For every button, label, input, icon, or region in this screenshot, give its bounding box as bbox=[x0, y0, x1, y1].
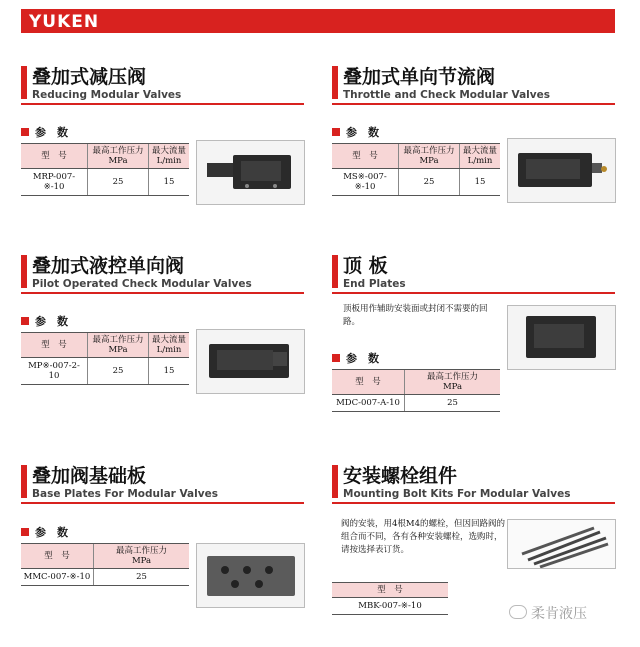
bolts-description: 阀的安装，用4根M4的螺栓，但因回路阀的组合而不同，各有各种安装螺栓，选购时，请按选择表订货。 bbox=[341, 519, 506, 555]
section-subtitle: Pilot Operated Check Modular Valves bbox=[32, 278, 252, 290]
square-icon bbox=[21, 128, 29, 136]
plate-image bbox=[197, 544, 304, 607]
col-header: 型 号 bbox=[21, 333, 88, 358]
spec-table bbox=[332, 143, 500, 196]
col-header: 最高工作压力 MPa bbox=[88, 144, 149, 169]
section-subtitle: End Plates bbox=[343, 278, 406, 290]
params-bolts bbox=[332, 582, 448, 615]
params-reducing bbox=[21, 108, 189, 196]
section-reducing bbox=[21, 66, 304, 105]
param-label: 参 数 bbox=[21, 524, 189, 540]
section-endplate bbox=[332, 255, 615, 294]
wechat-icon bbox=[509, 605, 527, 619]
valve-image bbox=[197, 330, 304, 393]
param-label: 参 数 bbox=[332, 350, 500, 366]
reducing-valve-photo bbox=[196, 140, 305, 205]
section-pilot bbox=[21, 255, 304, 294]
bolt-kit-photo bbox=[507, 519, 616, 569]
pilot-check-valve-photo bbox=[196, 329, 305, 394]
yuken-logo: YUKEN bbox=[29, 12, 100, 32]
section-rule bbox=[332, 103, 615, 105]
spec-table bbox=[21, 543, 189, 586]
square-icon bbox=[21, 317, 29, 325]
bolts-image bbox=[508, 520, 615, 568]
section-rule bbox=[332, 502, 615, 504]
col-header: 最大流量 L/min bbox=[149, 144, 190, 169]
cell-flow: 15 bbox=[460, 169, 501, 196]
col-header: 型 号 bbox=[332, 144, 399, 169]
section-subtitle: Base Plates For Modular Valves bbox=[32, 488, 218, 500]
col-header: 最高工作压力 MPa bbox=[88, 333, 149, 358]
params-throttle bbox=[332, 108, 500, 196]
brand-bar bbox=[21, 9, 615, 33]
section-subtitle: Reducing Modular Valves bbox=[32, 89, 182, 101]
cell-flow: 15 bbox=[149, 358, 190, 385]
cell-model: MS※-007-※-10 bbox=[332, 169, 399, 196]
cell-pressure: 25 bbox=[88, 358, 149, 385]
endplate-description: 顶板用作辅助安装面或封闭不需要的回路。 bbox=[343, 304, 488, 327]
col-header: 型 号 bbox=[332, 583, 448, 598]
section-title: 叠加阀基础板 bbox=[21, 465, 304, 487]
cell-model: MP※-007-2-10 bbox=[21, 358, 88, 385]
cell-flow: 15 bbox=[149, 169, 190, 196]
section-subtitle: Throttle and Check Modular Valves bbox=[343, 89, 550, 101]
cell-pressure: 25 bbox=[94, 569, 190, 586]
spec-table bbox=[21, 332, 189, 385]
col-header: 最大流量 L/min bbox=[460, 144, 501, 169]
cell-model: MDC-007-A-10 bbox=[332, 395, 405, 412]
cell-model: MBK-007-※-10 bbox=[332, 598, 448, 615]
spec-table bbox=[332, 369, 500, 412]
section-rule bbox=[21, 103, 304, 105]
section-title: 顶 板 bbox=[332, 255, 615, 277]
section-bolts bbox=[332, 465, 615, 504]
cell-pressure: 25 bbox=[88, 169, 149, 196]
section-title: 叠加式液控单向阀 bbox=[21, 255, 304, 277]
cell-pressure: 25 bbox=[405, 395, 501, 412]
square-icon bbox=[332, 128, 340, 136]
section-rule bbox=[332, 292, 615, 294]
base-plate-photo bbox=[196, 543, 305, 608]
cell-model: MRP-007-※-10 bbox=[21, 169, 88, 196]
plate-image bbox=[508, 306, 615, 369]
col-header: 型 号 bbox=[21, 544, 94, 569]
section-throttle bbox=[332, 66, 615, 105]
param-label: 参 数 bbox=[21, 124, 189, 140]
params-pilot bbox=[21, 297, 189, 385]
param-label: 参 数 bbox=[332, 124, 500, 140]
square-icon bbox=[332, 354, 340, 362]
valve-image bbox=[197, 141, 304, 204]
section-title: 叠加式单向节流阀 bbox=[332, 66, 615, 88]
valve-image bbox=[508, 139, 615, 202]
watermark: 柔肯液压 bbox=[509, 603, 587, 623]
spec-table bbox=[332, 582, 448, 615]
col-header: 最高工作压力 MPa bbox=[94, 544, 190, 569]
col-header: 型 号 bbox=[21, 144, 88, 169]
col-header: 型 号 bbox=[332, 370, 405, 395]
end-plate-photo bbox=[507, 305, 616, 370]
section-subtitle: Mounting Bolt Kits For Modular Valves bbox=[343, 488, 571, 500]
square-icon bbox=[21, 528, 29, 536]
params-baseplate bbox=[21, 508, 189, 586]
section-rule bbox=[21, 292, 304, 294]
param-label: 参 数 bbox=[21, 313, 189, 329]
throttle-valve-photo bbox=[507, 138, 616, 203]
cell-model: MMC-007-※-10 bbox=[21, 569, 94, 586]
params-endplate bbox=[332, 334, 500, 412]
col-header: 最大流量 L/min bbox=[149, 333, 190, 358]
cell-pressure: 25 bbox=[399, 169, 460, 196]
section-rule bbox=[21, 502, 304, 504]
section-title: 叠加式减压阀 bbox=[21, 66, 304, 88]
spec-table bbox=[21, 143, 189, 196]
section-baseplate bbox=[21, 465, 304, 504]
section-title: 安装螺栓组件 bbox=[332, 465, 615, 487]
col-header: 最高工作压力 MPa bbox=[399, 144, 460, 169]
col-header: 最高工作压力 MPa bbox=[405, 370, 501, 395]
